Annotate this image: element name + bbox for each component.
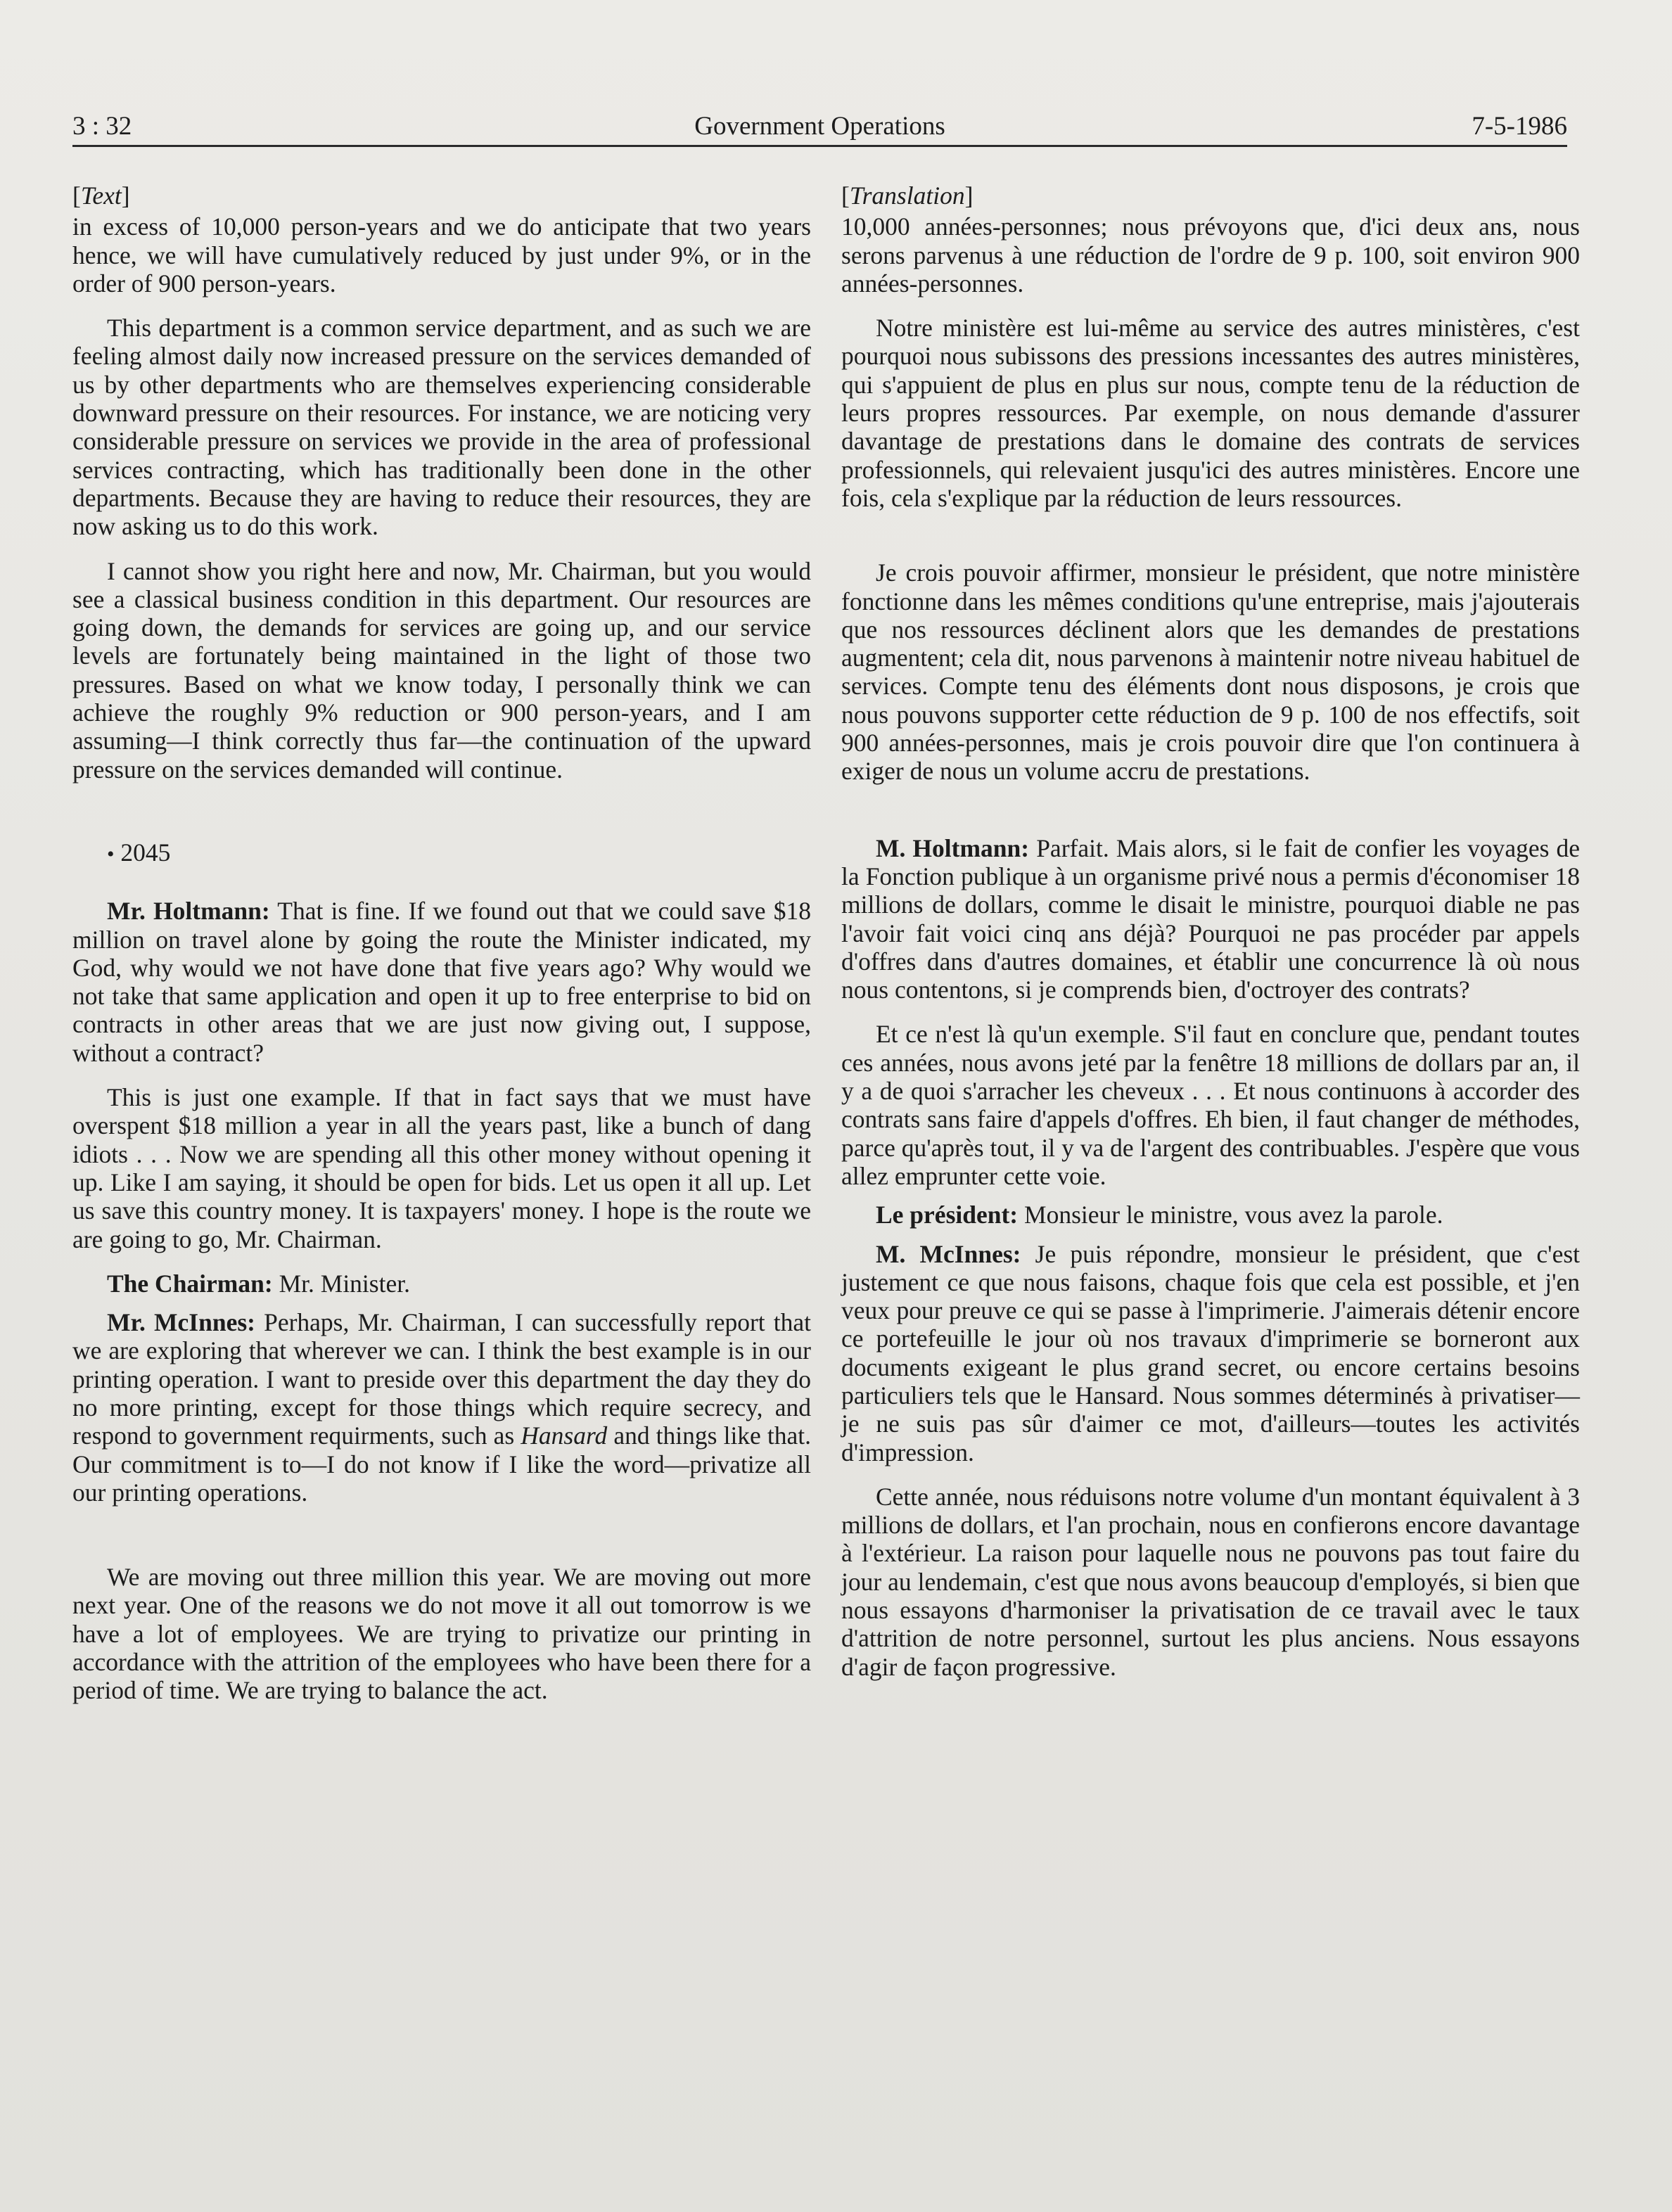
en-paragraph-5: This is just one example. If that in fact says that we must have overspent $18 million a year in all the years past, like a bunch of dang idiots . . . Now we are spending all this other money without opening it up. Like I am saying, it should be open for bids. Let us open it all up. Let us save this country money. It is taxpayers' money. I hope is the route we are going to go, Mr. Chairman. [72,1083,811,1253]
translation-tag-label: Translation [849,181,965,210]
text-tag: [Text] [72,181,130,210]
speech-text: Mr. Minister. [279,1269,410,1298]
en-paragraph-2: This department is a common service department, and as such we are feeling almost daily now increased pressure on the services demanded of us by other departments who are themselves experiencing considerable downward pressure on their resources. For instance, we are noticing very considerable pressure on services we provide in the area of professional services contracting, which has traditionally been done in the other departments. Because they are having to reduce their resources, they are now asking us to do this work. [72,314,811,541]
speech-text: Parfait. Mais alors, si le fait de confier les voyages de la Fonction publique à un organisme privé nous a permis d'économiser 18 millions de dollars, comme le disait le ministre, pourquoi diable ne pas l'avoir fait voici cinq ans déjà? Pourquoi ne pas procéder par appels d'offres dans d'autres domaines, et établir une concurrence là où nous nous contentons, si je comprends bien, d'octroyer des contrats? [841,833,1581,1004]
speech-text: Je puis répondre, monsieur le président, que c'est justement ce que nous faisons, chaque fois que cela est possible, et j'en veux pour preuve ce qui se passe à l'imprimerie. J'aimerais détenir encore ce portefeuille le jour où nos travaux d'imprimerie se borneront aux documents exigeant le plus grand secret, ou encore certains besoins particuliers tels que le Hansard. Nous sommes déterminés à privatiser—je ne suis pas sûr d'aimer ce mot, d'ailleurs—toutes les activités d'impression. [841,1239,1581,1466]
english-column [72,181,811,1705]
header-date: 7-5-1986 [1472,112,1567,141]
en-paragraph-8: We are moving out three million this year. We are moving out more next year. One of the reasons we do not move it all out tomorrow is we have a lot of employees. We are trying to privatize our printing in accordance with the attrition of the employees who have been there for a period of time. We are trying to balance the act. [72,1563,811,1705]
header-title: Government Operations [694,112,945,141]
fr-paragraph-mcinnes [841,1240,1580,1466]
time-mark [72,838,811,869]
speech-text-cont: and things like that. Our commitment is to—I do not know if I like the word—privatize all our printing operations. [72,1421,812,1507]
header-page-number: 3 : 32 [72,112,132,141]
fr-paragraph-1: 10,000 années-personnes; nous prévoyons que, d'ici deux ans, nous serons parvenus à une réduction de l'ordre de 9 p. 100, soit environ 900 années-personnes. [841,212,1580,298]
en-paragraph-1: in excess of 10,000 person-years and we do anticipate that two years hence, we will have cumulatively reduced by just under 9%, or in the order of 900 person-years. [72,212,811,298]
fr-paragraph-holtmann [841,834,1580,1004]
fr-paragraph-president [841,1201,1580,1229]
en-paragraph-mcinnes [72,1308,811,1507]
speaker-name: Le président: [876,1201,1019,1229]
speech-text: Monsieur le ministre, vous avez la parole. [1024,1201,1443,1229]
en-paragraph-3: I cannot show you right here and now, Mr. Chairman, but you would see a classical business condition in this department. Our resources are going down, the demands for services are going up, and our service levels are fortunately being maintained in the light of those two pressures. Based on what we know today, I personally think we can achieve the roughly 9% reduction or 900 person-years, and I am assuming—I think correctly thus far—the continuation of the upward pressure on the services demanded will continue. [72,556,811,784]
fr-paragraph-8: Cette année, nous réduisons notre volume d'un montant équivalent à 3 millions de dollars, et l'an prochain, nous en confierons encore davantage à l'extérieur. La raison pour laquelle nous ne pouvons pas tout faire du jour au lendemain, c'est que nous avons beaucoup d'employés, si bien que nous essayons d'harmoniser la privatisation de ce travail avec le taux d'attrition de notre personnel, surtout les plus anciens. Nous essayons d'agir de façon progressive. [841,1482,1580,1681]
hansard-italic: Hansard [521,1421,608,1450]
en-paragraph-holtmann [72,897,811,1067]
speaker-name: M. McInnes: [876,1239,1021,1268]
speaker-name: Mr. Holtmann: [107,897,270,926]
french-column [841,181,1580,1681]
header-rule [72,145,1567,147]
speaker-name: The Chairman: [107,1269,273,1298]
translation-tag: [Translation] [841,181,974,210]
time-mark-value: 2045 [120,838,171,867]
en-paragraph-chairman [72,1270,811,1298]
text-tag-label: Text [80,181,122,210]
fr-paragraph-2: Notre ministère est lui-même au service des autres ministères, c'est pourquoi nous subissons des pressions incessantes des autres ministères, qui s'appuient de plus en plus sur nous, compte tenu de la réduction de leurs propres ressources. Par exemple, on nous demande d'assurer davantage de prestations dans le domaine des contrats de services professionnels, qui relevaient jusqu'ici des autres ministères. Encore une fois, cela s'explique par la réduction de leurs ressources. [841,314,1580,512]
fr-paragraph-3: Je crois pouvoir affirmer, monsieur le président, que notre ministère fonctionne dans les mêmes conditions qu'une entreprise, mais j'ajouterais que nos ressources déclinent alors que les demandes de prestations augmentent; cela dit, nous parvenons à maintenir notre niveau habituel de services. Compte tenu des éléments dont nous disposons, je crois que nous pouvons supporter cette réduction de 9 p. 100 de nos effectifs, soit 900 années-personnes, mais je crois pouvoir dire que l'on continuera à exiger de nous un volume accru de prestations. [841,558,1580,786]
speech-text: Perhaps, Mr. Chairman, I can successfully report that we are exploring that wherever we can. I think the best example is in our printing operation. I want to preside over this department the day they do no more printing, except for those things which require secrecy, and respond to government requirments, such as [72,1308,811,1450]
speaker-name: M. Holtmann: [876,833,1030,862]
page-header [72,104,1567,146]
speaker-name: Mr. McInnes: [107,1308,255,1337]
fr-paragraph-5: Et ce n'est là qu'un exemple. S'il faut en conclure que, pendant toutes ces années, nous avons jeté par la fenêtre 18 millions de dollars par an, il y a de quoi s'arracher les cheveux . . . Et nous continuons à accorder des contrats sans faire d'appels d'offres. Eh bien, il faut changer de méthodes, parce qu'après tout, il y va de l'argent des contribuables. J'espère que vous allez emprunter cette voie. [841,1020,1580,1190]
time-mark-bullet: • [107,842,115,866]
speech-text: That is fine. If we found out that we could save $18 million on travel alone by going the route the Minister indicated, my God, why would we not have done that five years ago? Why would we not take that same application and open it up to free enterprise to bid on contracts in other areas that we are just now giving out, I suppose, without a contract? [72,897,811,1067]
